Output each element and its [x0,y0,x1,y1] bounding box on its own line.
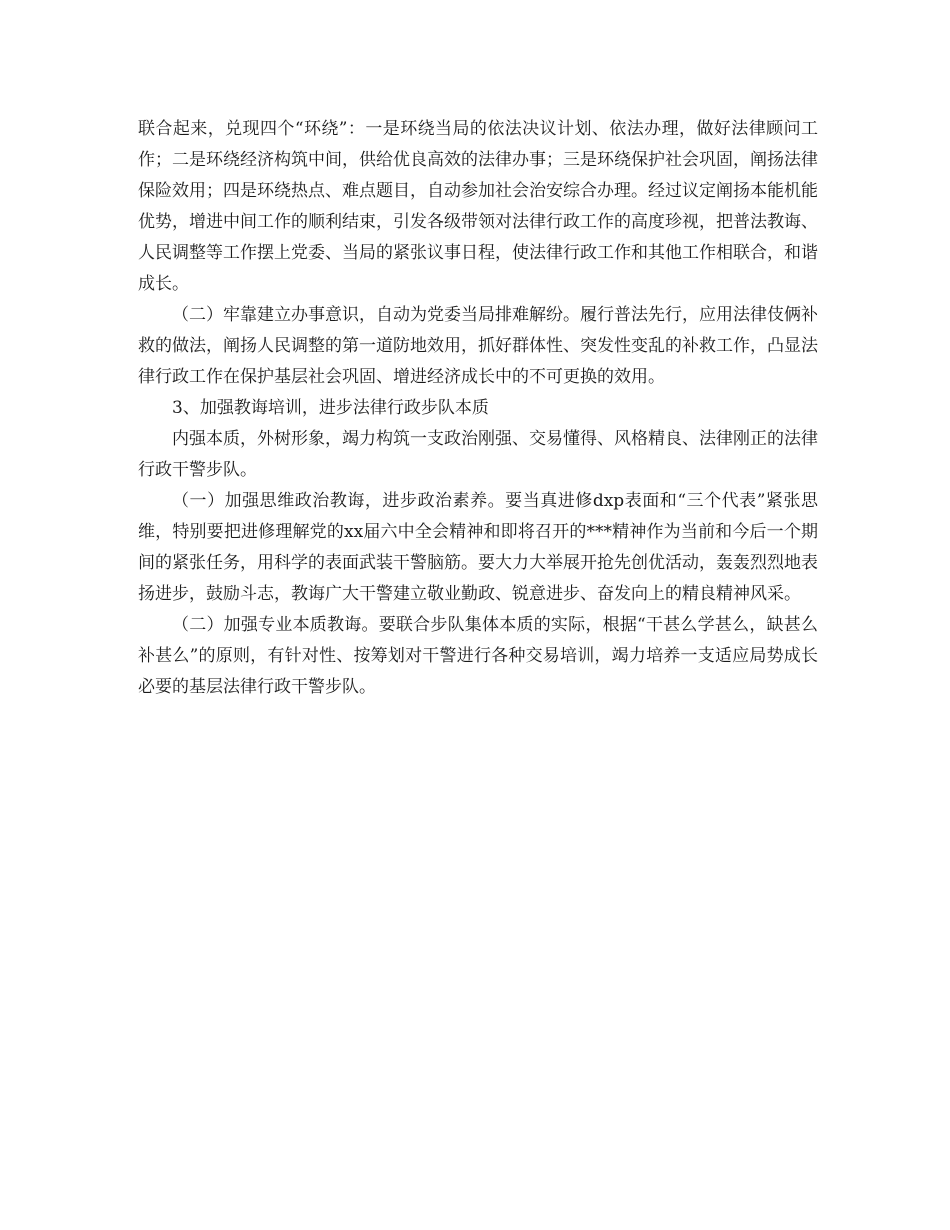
paragraph-item-2b: （二）加强专业本质教诲。要联合步队集体本质的实际，根据“干甚么学甚么，缺甚么补甚么”的原则，有针对性、按筹划对干警进行各种交易培训，竭力培养一支适应局势成长必要的基层法律行政干警步队。 [138,615,818,697]
section-heading-3: 3、加强教诲培训，进步法律行政步队本质 [172,398,489,418]
paragraph-intro: 内强本质，外树形象，竭力构筑一支政治刚强、交易懂得、风格精良、法律刚正的法律行政干警步队。 [138,429,818,480]
document-body [138,114,818,703]
paragraph-continuation: 联合起来，兑现四个“环绕”：一是环绕当局的依法决议计划、依法办理，做好法律顾问工作；二是环绕经济构筑中间，供给优良高效的法律办事；三是环绕保护社会巩固，阐扬法律保险效用；四是环绕热点、难点题目，自动参加社会治安综合办理。经过议定阐扬本能机能优势，增进中间工作的顺利结束，引发各级带领对法律行政工作的高度珍视，把普法教诲、人民调整等工作摆上党委、当局的紧张议事日程，使法律行政工作和其他工作相联合，和谐成长。 [138,119,818,294]
paragraph-item-1: （一）加强思维政治教诲，进步政治素养。要当真进修dxp表面和“三个代表”紧张思维，特别要把进修理解党的xx届六中全会精神和即将召开的***精神作为当前和今后一个期间的紧张任务，用科学的表面武装干警脑筋。要大力大举展开抢先创优活动，轰轰烈烈地表扬进步，鼓励斗志，教诲广大干警建立敬业勤政、锐意进步、奋发向上的精良精神风采。 [138,491,818,604]
paragraph-item-2: （二）牢靠建立办事意识，自动为党委当局排难解纷。履行普法先行，应用法律伎俩补救的做法，阐扬人民调整的第一道防地效用，抓好群体性、突发性变乱的补救工作，凸显法律行政工作在保护基层社会巩固、增进经济成长中的不可更换的效用。 [138,305,818,387]
